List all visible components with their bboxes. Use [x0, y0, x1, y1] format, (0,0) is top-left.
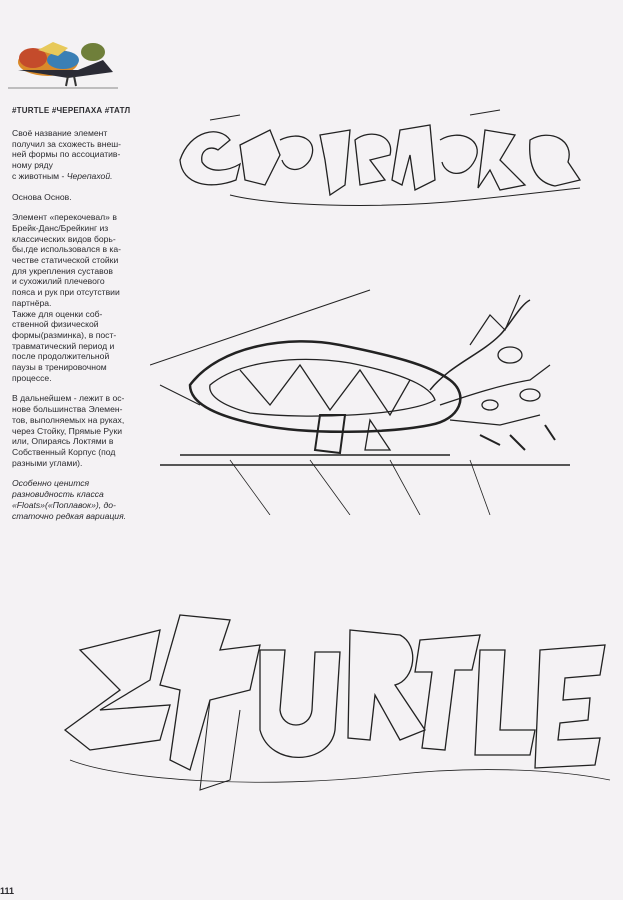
page-number: 111 — [0, 886, 15, 896]
graffiti-turtle-lettering — [60, 590, 620, 820]
thumbnail-dancer-image — [8, 30, 118, 90]
turtle-pose-graffiti-figure — [150, 285, 570, 515]
description-column — [12, 128, 162, 531]
paragraph-foundation: В дальнейшем - лежит в ос- нове большинства Элемен- тов, выполняемых на руках, через Стойку, Прямые Руки или, Опираясь Локтями в Собственный Корпус (под разными углами). — [12, 393, 125, 468]
paragraph-floats: Особенно ценится разновидность класса «Floats»(«Поплавок»), до- статочно редкая вариация. — [12, 478, 127, 521]
paragraph-basis: Основа Основ. — [12, 191, 72, 202]
paragraph-origin-text: Своё название элемент получил за схожесть внеш- ней формы по ассоциатив- ному ряду с животным - — [12, 128, 121, 181]
graffiti-cherepakha-lettering — [170, 100, 590, 220]
hashtags: #TURTLE #ЧЕРЕПАХА #ТАТЛ — [12, 106, 131, 115]
paragraph-origin — [12, 128, 162, 182]
paragraph-history: Элемент «перекочевал» в Брейк-Данс/Брейкинг из классических видов борь- бы,где использовался в ка- честве статической стойки для укрепления суставов и сухожилий плечевого пояса и рук при отсутствии партнёра. — [12, 212, 122, 308]
paragraph-origin-italic: Черепахой. — [66, 170, 113, 181]
paragraph-usage: Также для оценки соб- ственной физической формы(разминка), в пост- травматический период и после продолжительной паузы в тренировочном процессе. — [12, 308, 117, 383]
